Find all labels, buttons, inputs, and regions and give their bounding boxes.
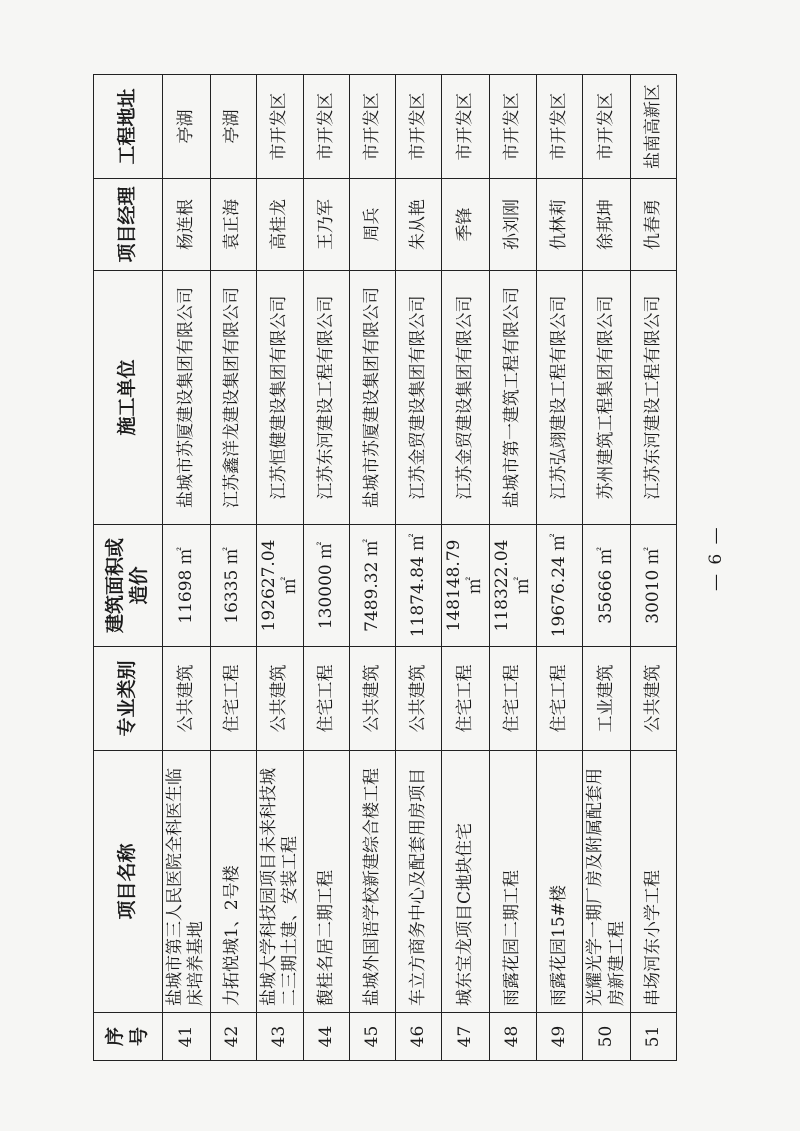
- cell-unit: 苏州建筑工程集团有限公司: [583, 271, 631, 525]
- cell-name: 盐城大学科技园项目未来科技城二三期土建、安装工程: [256, 751, 304, 1013]
- cell-type: 工业建筑: [583, 647, 631, 751]
- cell-seq: 42: [210, 1013, 256, 1061]
- cell-seq: 48: [489, 1013, 537, 1061]
- cell-site: 市开发区: [537, 75, 583, 179]
- cell-type: 住宅工程: [210, 647, 256, 751]
- table-row: [442, 75, 490, 1061]
- cell-name: 盐城市第三人民医院全科医生临床培养基地: [163, 751, 211, 1013]
- header-area: 建筑面积或造价: [94, 525, 163, 647]
- cell-area: 7489.32 ㎡: [350, 525, 396, 647]
- cell-seq: 46: [396, 1013, 442, 1061]
- cell-area: 130000 ㎡: [304, 525, 350, 647]
- cell-type: 住宅工程: [537, 647, 583, 751]
- cell-unit: 江苏鑫洋龙建设集团有限公司: [210, 271, 256, 525]
- cell-seq: 45: [350, 1013, 396, 1061]
- header-name: 项目名称: [94, 751, 163, 1013]
- header-site: 工程地址: [94, 75, 163, 179]
- cell-manager: 王乃军: [304, 179, 350, 271]
- cell-seq: 51: [630, 1013, 676, 1061]
- cell-type: 住宅工程: [304, 647, 350, 751]
- cell-site: 亭湖: [210, 75, 256, 179]
- cell-name: 盐城外国语学校新建综合楼工程: [350, 751, 396, 1013]
- cell-type: 公共建筑: [163, 647, 211, 751]
- cell-unit: 江苏金贸建设集团有限公司: [442, 271, 490, 525]
- cell-name: 雨露花园二期工程: [489, 751, 537, 1013]
- header-seq: 序号: [94, 1013, 163, 1061]
- table-header-row: [94, 75, 163, 1061]
- table-row: [350, 75, 396, 1061]
- table-row: [583, 75, 631, 1061]
- cell-manager: 孙刘刚: [489, 179, 537, 271]
- cell-area: 118322.04 ㎡: [489, 525, 537, 647]
- cell-seq: 47: [442, 1013, 490, 1061]
- cell-area: 30010 ㎡: [630, 525, 676, 647]
- table-row: [210, 75, 256, 1061]
- cell-manager: 徐邦坤: [583, 179, 631, 271]
- cell-unit: 盐城市苏厦建设集团有限公司: [163, 271, 211, 525]
- cell-area: 35666 ㎡: [583, 525, 631, 647]
- table-row: [489, 75, 537, 1061]
- cell-unit: 江苏东河建设工程有限公司: [630, 271, 676, 525]
- cell-type: 公共建筑: [630, 647, 676, 751]
- cell-site: 市开发区: [350, 75, 396, 179]
- cell-site: 盐南高新区: [630, 75, 676, 179]
- cell-site: 市开发区: [489, 75, 537, 179]
- table-row: [630, 75, 676, 1061]
- table-row: [304, 75, 350, 1061]
- cell-manager: 高桂龙: [256, 179, 304, 271]
- table-row: [396, 75, 442, 1061]
- cell-area: 11874.84 ㎡: [396, 525, 442, 647]
- cell-site: 市开发区: [396, 75, 442, 179]
- cell-manager: 仇林莉: [537, 179, 583, 271]
- cell-name: 光耀光学一期厂房及附属配套用房新建工程: [583, 751, 631, 1013]
- project-table: [93, 74, 677, 1061]
- cell-unit: 盐城市苏厦建设集团有限公司: [350, 271, 396, 525]
- cell-type: 住宅工程: [442, 647, 490, 751]
- cell-name: 雨露花园15#楼: [537, 751, 583, 1013]
- cell-area: 19676.24 ㎡: [537, 525, 583, 647]
- cell-area: 11698 ㎡: [163, 525, 211, 647]
- cell-seq: 49: [537, 1013, 583, 1061]
- cell-site: 亭湖: [163, 75, 211, 179]
- cell-type: 公共建筑: [350, 647, 396, 751]
- table-row: [163, 75, 211, 1061]
- cell-area: 16335 ㎡: [210, 525, 256, 647]
- cell-site: 市开发区: [256, 75, 304, 179]
- cell-manager: 仇春勇: [630, 179, 676, 271]
- cell-name: 串场河东小学工程: [630, 751, 676, 1013]
- header-type: 专业类别: [94, 647, 163, 751]
- cell-manager: 周兵: [350, 179, 396, 271]
- table-row: [537, 75, 583, 1061]
- cell-type: 公共建筑: [396, 647, 442, 751]
- cell-seq: 44: [304, 1013, 350, 1061]
- cell-name: 馥桂名居二期工程: [304, 751, 350, 1013]
- cell-manager: 朱从艳: [396, 179, 442, 271]
- cell-unit: 盐城市第一建筑工程有限公司: [489, 271, 537, 525]
- cell-site: 市开发区: [304, 75, 350, 179]
- cell-name: 车立方商务中心及配套用房项目: [396, 751, 442, 1013]
- cell-site: 市开发区: [583, 75, 631, 179]
- cell-name: 城东宝龙项目C地块住宅: [442, 751, 490, 1013]
- page-number: — 6 —: [706, 525, 726, 591]
- cell-name: 力拓悦城1、2号楼: [210, 751, 256, 1013]
- cell-type: 住宅工程: [489, 647, 537, 751]
- cell-manager: 袁正海: [210, 179, 256, 271]
- cell-unit: 江苏东河建设工程有限公司: [304, 271, 350, 525]
- cell-manager: 季锋: [442, 179, 490, 271]
- table-row: [256, 75, 304, 1061]
- header-unit: 施工单位: [94, 271, 163, 525]
- cell-area: 192627.04 ㎡: [256, 525, 304, 647]
- cell-seq: 50: [583, 1013, 631, 1061]
- cell-unit: 江苏弘翊建设工程有限公司: [537, 271, 583, 525]
- header-manager: 项目经理: [94, 179, 163, 271]
- cell-site: 市开发区: [442, 75, 490, 179]
- cell-manager: 杨连根: [163, 179, 211, 271]
- cell-seq: 43: [256, 1013, 304, 1061]
- cell-seq: 41: [163, 1013, 211, 1061]
- cell-unit: 江苏恒健建设集团有限公司: [256, 271, 304, 525]
- cell-area: 148148.79 ㎡: [442, 525, 490, 647]
- cell-unit: 江苏金贸建设集团有限公司: [396, 271, 442, 525]
- cell-type: 公共建筑: [256, 647, 304, 751]
